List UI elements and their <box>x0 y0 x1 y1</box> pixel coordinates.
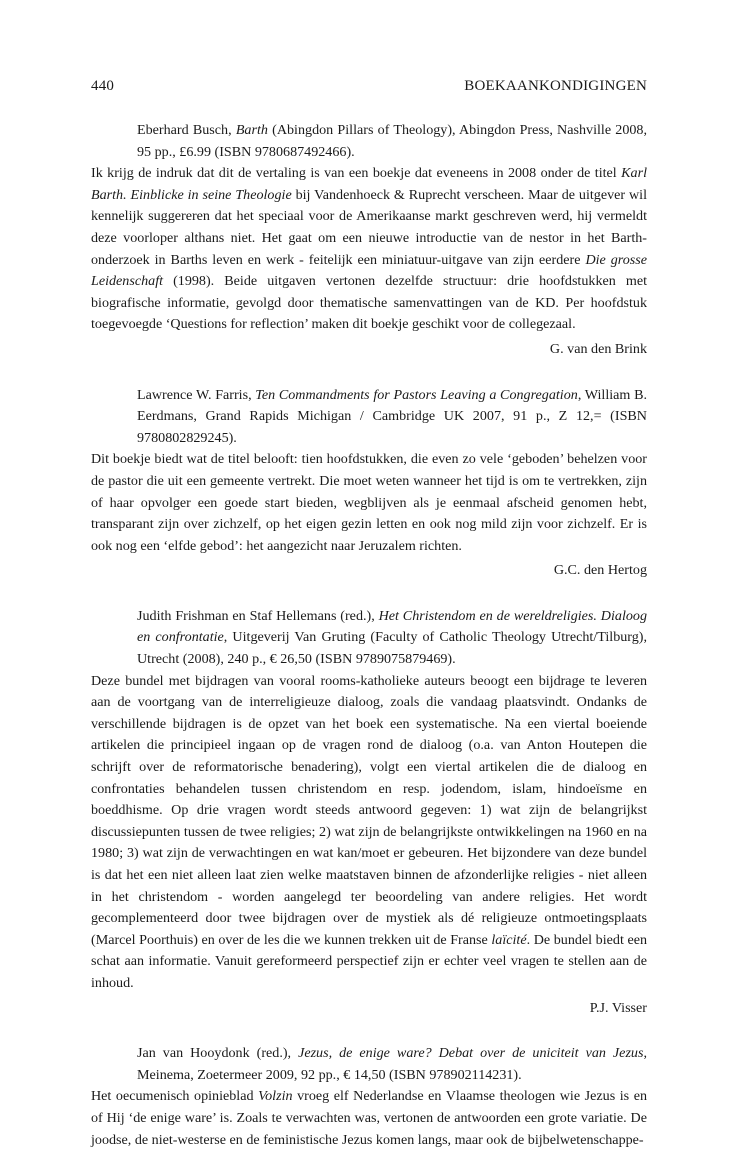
section-title: BOEKAANKONDIGINGEN <box>464 78 647 94</box>
body-text: Deze bundel met bijdragen van vooral rooms-katholieke auteurs beoogt een bijdrage te leveren aan de voortgang van de interreligieuze dialoog, zoals die vandaag plaatsvindt. Ondanks de verschillende bijdragen is de opzet van het boek een systematische. Na een viertal boeiende artikelen die principieel ingaan op de vragen rond de dialoog (o.a. van Anton Houtepen die schrijft over de reformatorische benadering), volgt een viertal artikelen die de dialoog en confrontaties behandelen tussen christendom en resp. jodendom, islam, hindoeïsme en boeddhisme. Op drie vragen wordt steeds antwoord gegeven: 1) wat zijn de belangrijkst discussiepunten tussen de twee religies; 2) wat zijn de belangrijkste ontwikkelingen na 1960 en na 1980; 3) wat zijn de verwachtingen en wat kan/moet er gebeuren. Het bijzondere van deze bundel is dat het een niet alleen laat zien welke maatstaven binnen de afzonderlijke religies - niet alleen in het christendom - worden aangelegd ter beoordeling van andere religies. Het wordt gecomplementeerd door twee bijdragen over de mystiek als dé religieuze ontmoetingsplaats (Marcel Poorthuis) en over de les die we kunnen trekken uit de Franse <box>91 672 647 948</box>
reviews-list <box>91 120 647 1167</box>
reviewer-name: P.J. Visser <box>589 999 647 1016</box>
reviewer-name: G.C. den Hertog <box>553 562 647 579</box>
book-reference <box>91 120 647 163</box>
ref-text: Eberhard Busch, <box>137 122 236 138</box>
body-italic: Die grosse Leidenschaft <box>91 251 648 290</box>
book-review <box>91 120 647 361</box>
book-review <box>91 1043 647 1151</box>
body-text: Het oecumenisch opinieblad <box>91 1088 259 1105</box>
body-text: vroeg elf Nederlandse en Vlaamse theologen wie Jezus is en of Hij ‘de enige ware’ is. Zoals te verwachten was, vertonen de antwoorden een grote variatie. De joodse, de niet-westerse en de feministische Jezus komen langs, maar ook de bijbelwetenschappe- <box>91 1088 647 1148</box>
book-title: Barth <box>235 122 268 138</box>
book-reference <box>91 606 647 671</box>
book-review <box>91 606 647 1019</box>
book-reference <box>91 385 647 450</box>
body-text: Dit boekje biedt wat de titel belooft: tien hoofdstukken, die even zo vele ‘geboden’ behelzen voor de pastor die uit een gemeente vertrekt. Die moet weten wanneer het tijd is om te vertrekken, zijn of haar opvolger een goede start bieden, wegblijven als je eenmaal afscheid genomen hebt, transparant zijn over zichzelf, op het eigen gezin letten en ook nog mild zijn voor zichzelf. Er is ook nog een ‘elfde gebod’: het aangezicht naar Jeruzalem richten. <box>91 451 647 554</box>
ref-text: Jan van Hooydonk (red.), <box>137 1045 299 1062</box>
book-title: Het Christendom en de wereldreligies. Dialoog en confrontatie <box>137 607 647 646</box>
ref-text: , William B. Eerdmans, Grand Rapids Michigan / Cambridge UK 2007, 91 p., Z 12,= (ISBN 9780802829245). <box>137 386 648 446</box>
review-body <box>91 1086 647 1151</box>
running-header <box>91 78 647 95</box>
body-italic: laïcité <box>491 931 527 948</box>
book-title: Ten Commandments for Pastors Leaving a Congregation <box>255 386 578 403</box>
body-text: . De bundel biedt een schat aan informatie. Vanuit gereformeerd perspectief zijn er echter veel vragen te stellen aan de inhoud. <box>91 931 647 991</box>
body-text: (1998). Beide uitgaven vertonen dezelfde structuur: drie hoofdstukken met biografische informatie, gevolgd door thematische samenvattingen van de KD. Per hoofdstuk toegevoegde ‘Questions for reflection’ maken dit boekje geschikt voor de collegezaal. <box>91 273 647 333</box>
review-body <box>91 449 647 557</box>
review-body <box>91 163 647 336</box>
book-review <box>91 385 647 582</box>
body-text: Ik krijg de indruk dat dit de vertaling is van een boekje dat eveneens in 2008 onder de titel <box>91 165 622 182</box>
book-title: Jezus, de enige ware? Debat over de uniciteit van Jezus <box>298 1045 644 1062</box>
review-body <box>91 671 647 995</box>
page-number: 440 <box>91 78 115 94</box>
body-italic: Volzin <box>258 1088 293 1105</box>
body-italic: Karl Barth. Einblicke in seine Theologie <box>91 165 647 203</box>
ref-text: , Meinema, Zoetermeer 2009, 92 pp., € 14,50 (ISBN 978902114231). <box>137 1045 647 1083</box>
ref-text: , Uitgeverij Van Gruting (Faculty of Catholic Theology Utrecht/Tilburg), Utrecht (2008), 240 p., € 26,50 (ISBN 9789075879469). <box>137 629 647 668</box>
ref-text: (Abingdon Pillars of Theology), Abingdon Press, Nashville 2008, 95 pp., £6.99 (ISBN 9780687492466). <box>137 122 647 160</box>
body-text: bij Vandenhoeck & Ruprecht verscheen. Maar de uitgever wil kennelijk suggereren dat het speciaal voor de Amerikaanse markt geschreven werd, hij vermeldt deze voorloper althans niet. Het gaat om een nieuwe introductie van de nestor in het Barth-onderzoek in Barths leven en werk - feitelijk een miniatuur-uitgave van zijn eerdere <box>91 186 647 268</box>
reviewer-name: G. van den Brink <box>549 340 647 357</box>
book-reference <box>91 1043 647 1086</box>
ref-text: Lawrence W. Farris, <box>137 386 256 403</box>
ref-text: Judith Frishman en Staf Hellemans (red.), <box>137 607 379 624</box>
